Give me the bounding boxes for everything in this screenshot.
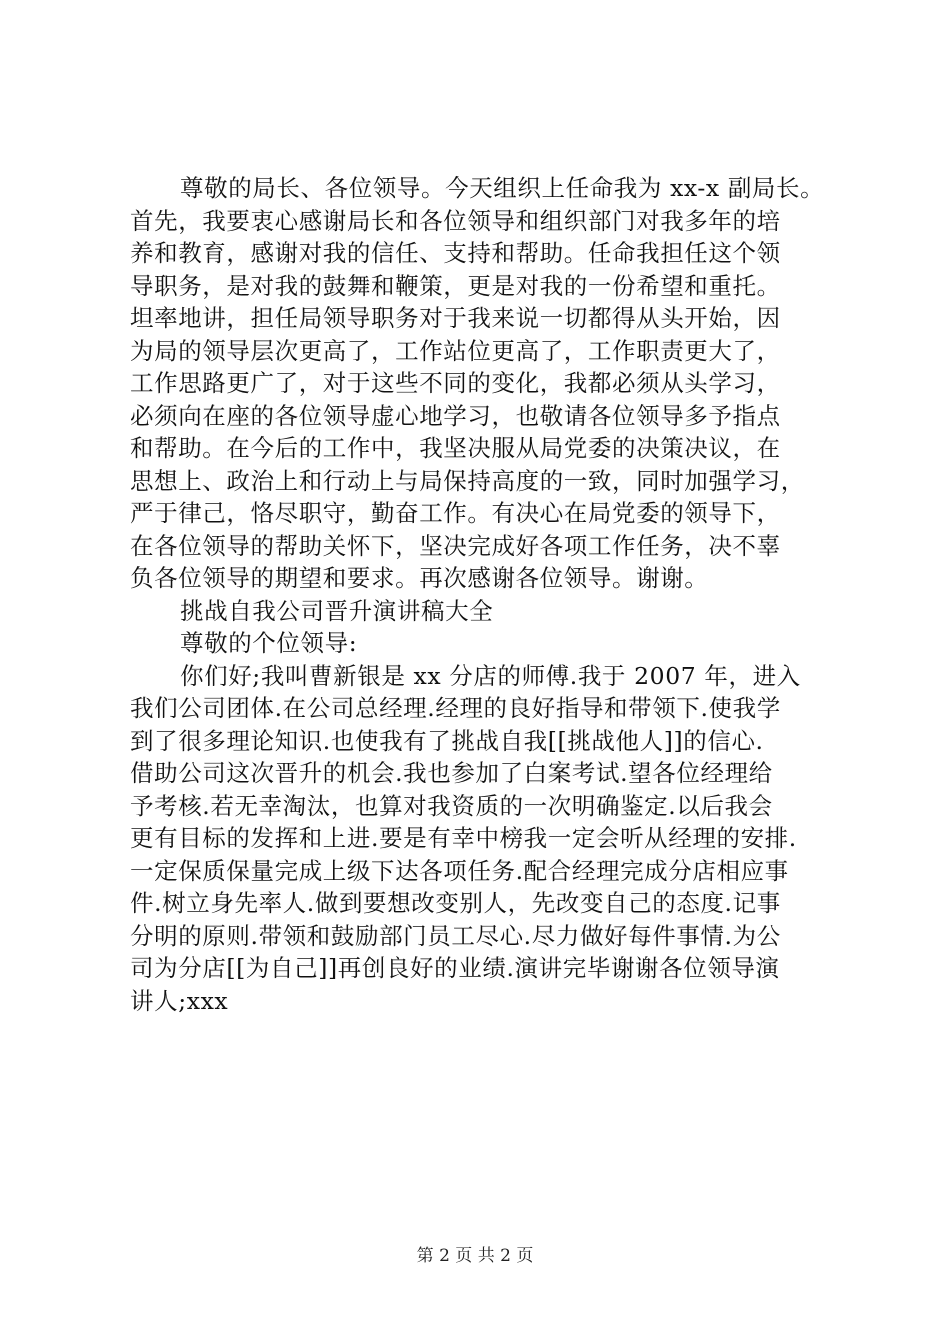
page-number-footer: 第 2 页 共 2 页 bbox=[416, 1246, 534, 1266]
paragraph-line: 工作思路更广了，对于这些不同的变化，我都必须从头学习， bbox=[130, 369, 781, 397]
paragraph-line: 件.树立身先率人.做到要想改变别人，先改变自己的态度.记事 bbox=[130, 889, 781, 917]
paragraph-line: 导职务，是对我的鼓舞和鞭策，更是对我的一份希望和重托。 bbox=[130, 271, 781, 300]
paragraph-line: 分明的原则.带领和鼓励部门员工尽心.尽力做好每件事情.为公 bbox=[130, 921, 781, 950]
salutation: 尊敬的个位领导: bbox=[180, 629, 358, 657]
paragraph-line: 养和教育，感谢对我的信任、支持和帮助。任命我担任这个领 bbox=[130, 239, 781, 267]
paragraph-line: 尊敬的局长、各位领导。今天组织上任命我为 xx-x 副局长。 bbox=[180, 174, 825, 202]
paragraph-line: 在各位领导的帮助关怀下，坚决完成好各项工作任务，决不辜 bbox=[130, 531, 781, 560]
paragraph-line: 严于律己，恪尽职守，勤奋工作。有决心在局党委的领导下， bbox=[130, 499, 781, 527]
section-title: 挑战自我公司晋升演讲稿大全 bbox=[180, 596, 494, 625]
paragraph-line: 坦率地讲，担任局领导职务对于我来说一切都得从头开始，因 bbox=[130, 304, 781, 332]
paragraph-line: 借助公司这次晋升的机会.我也参加了白案考试.望各位经理给 bbox=[130, 759, 773, 787]
paragraph-line: 讲人;xxx bbox=[130, 986, 229, 1015]
paragraph-line: 必须向在座的各位领导虚心地学习，也敬请各位领导多予指点 bbox=[130, 401, 781, 430]
paragraph-line: 负各位领导的期望和要求。再次感谢各位领导。谢谢。 bbox=[130, 564, 709, 592]
paragraph-line: 你们好;我叫曹新银是 xx 分店的师傅.我于 2007 年，进入 bbox=[180, 661, 801, 690]
paragraph-line: 一定保质保量完成上级下达各项任务.配合经理完成分店相应事 bbox=[130, 856, 789, 885]
paragraph-line: 更有目标的发挥和上进.要是有幸中榜我一定会听从经理的安排. bbox=[130, 824, 797, 852]
paragraph-line: 为局的领导层次更高了，工作站位更高了，工作职责更大了， bbox=[130, 336, 781, 365]
paragraph-line: 予考核.若无幸淘汰，也算对我资质的一次明确鉴定.以后我会 bbox=[130, 791, 773, 820]
paragraph-line: 司为分店[[为自己]]再创良好的业绩.演讲完毕谢谢各位领导演 bbox=[130, 954, 780, 982]
paragraph-line: 思想上、政治上和行动上与局保持高度的一致，同时加强学习， bbox=[130, 466, 805, 495]
paragraph-line: 首先，我要衷心感谢局长和各位领导和组织部门对我多年的培 bbox=[130, 206, 781, 235]
paragraph-line: 我们公司团体.在公司总经理.经理的良好指导和带领下.使我学 bbox=[130, 694, 781, 722]
paragraph-line: 和帮助。在今后的工作中，我坚决服从局党委的决策决议，在 bbox=[130, 434, 781, 462]
document-body bbox=[130, 172, 830, 1017]
paragraph-line: 到了很多理论知识.也使我有了挑战自我[[挑战他人]]的信心. bbox=[130, 726, 764, 755]
